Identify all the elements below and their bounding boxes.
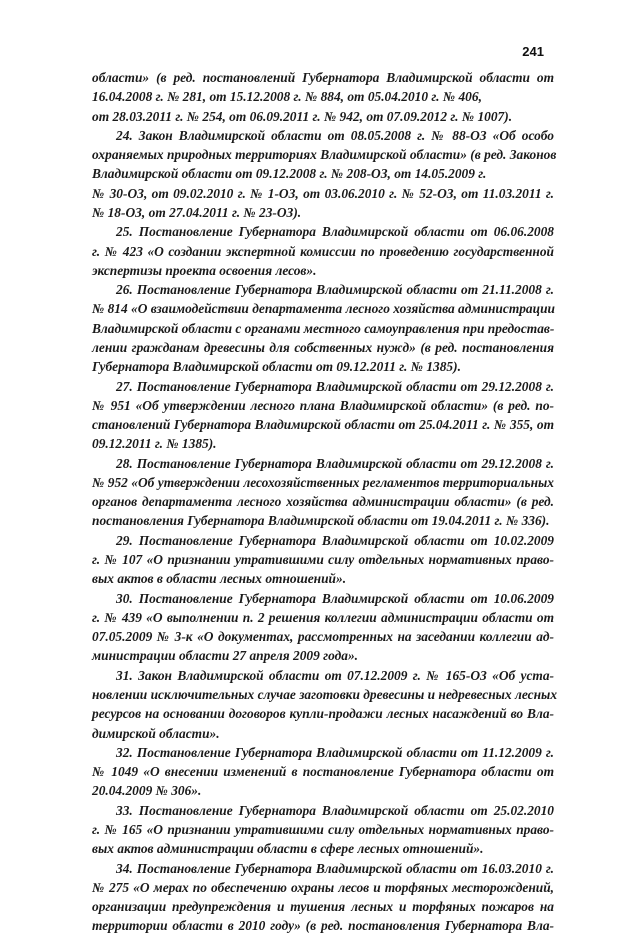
text-line: 09.12.2011 г. № 1385). xyxy=(92,436,217,452)
text-line: Владимирской области с органами местного самоуправления при предостав- xyxy=(92,320,555,336)
text-line: 27. Постановление Губернатора Владимирской области от 29.12.2008 г. xyxy=(116,378,554,394)
text-line: № 814 «О взаимодействии департамента лесного хозяйства администрации xyxy=(92,301,555,317)
text-line: 31. Закон Владимирской области от 07.12.2009 г. № 165-ОЗ «Об уста- xyxy=(116,667,554,683)
text-line: новлении исключительных случае заготовки древесины и недревесных лесных xyxy=(92,687,558,702)
text-line: 24. Закон Владимирской области от 08.05.2008 г. № 88-ОЗ «Об особо xyxy=(116,127,554,143)
page-number: 241 xyxy=(522,44,544,59)
text-line: ресурсов на основании договоров купли-продажи лесных насаждений во Вла- xyxy=(92,706,554,722)
text-line: становлений Губернатора Владимирской области от 25.04.2011 г. № 355, от xyxy=(92,417,554,432)
text-line: 33. Постановление Губернатора Владимирской области от 25.02.2010 xyxy=(116,802,554,818)
text-line: вых актов администрации области в сфере лесных отношений». xyxy=(92,841,484,857)
text-line: димирской области». xyxy=(92,725,220,741)
text-line: постановления Губернатора Владимирской области от 19.04.2011 г. № 336). xyxy=(92,513,550,529)
text-line: охраняемых природных территориях Владимирской области» (в ред. Законов xyxy=(92,147,557,163)
text-line: лении гражданам древесины для собственных нужд» (в ред. постановления xyxy=(92,339,554,355)
text-line: экспертизы проекта освоения лесов». xyxy=(92,262,317,278)
text-line: г. № 439 «О выполнении п. 2 решения коллегии администрации области от xyxy=(92,609,554,625)
text-line: г. № 423 «О создании экспертной комиссии по проведению государственной xyxy=(92,243,554,259)
text-line: 07.05.2009 № 3-к «О документах, рассмотренных на заседании коллегии ад- xyxy=(92,629,554,645)
text-line: министрации области 27 апреля 2009 года». xyxy=(92,648,358,664)
text-line: 29. Постановление Губернатора Владимирской области от 10.02.2009 xyxy=(116,532,554,548)
text-line: организации предупреждения и тушения лесных и торфяных пожаров на xyxy=(92,899,554,914)
text-line: Владимирской области от 09.12.2008 г. № 208-ОЗ, от 14.05.2009 г. xyxy=(92,166,487,182)
text-line: 25. Постановление Губернатора Владимирской области от 06.06.2008 xyxy=(116,224,554,240)
text-line: № 275 «О мерах по обеспечению охраны лесов и торфяных месторождений, xyxy=(92,879,554,895)
text-line: № 30-ОЗ, от 09.02.2010 г. № 1-ОЗ, от 03.06.2010 г. № 52-ОЗ, от 11.03.2011 г. xyxy=(92,185,554,201)
text-line: территории области в 2010 году» (в ред. постановления Губернатора Вла- xyxy=(92,918,554,934)
text-line: № 952 «Об утверждении лесохозяйственных регламентов территориальных xyxy=(92,474,554,490)
text-line: № 951 «Об утверждении лесного плана Владимирской области» (в ред. по- xyxy=(92,397,554,413)
text-line: области» (в ред. постановлений Губернатора Владимирской области от xyxy=(92,70,554,85)
text-line: г. № 107 «О признании утратившими силу отдельных нормативных право- xyxy=(92,552,554,567)
text-line: № 18-ОЗ, от 27.04.2011 г. № 23-ОЗ). xyxy=(92,205,302,220)
text-line: вых актов в области лесных отношений». xyxy=(92,571,347,587)
text-line: 26. Постановление Губернатора Владимирской области от 21.11.2008 г. xyxy=(116,282,554,298)
text-line: Губернатора Владимирской области от 09.12.2011 г. № 1385). xyxy=(92,359,461,375)
text-line: г. № 165 «О признании утратившими силу отдельных нормативных право- xyxy=(92,821,554,837)
text-line: 30. Постановление Губернатора Владимирской области от 10.06.2009 xyxy=(116,590,554,606)
text-line: № 1049 «О внесении изменений в постановление Губернатора области от xyxy=(92,764,554,780)
text-line: 16.04.2008 г. № 281, от 15.12.2008 г. № 884, от 05.04.2010 г. № 406, xyxy=(92,89,482,105)
text-line: 20.04.2009 № 306». xyxy=(92,783,202,799)
text-line: от 28.03.2011 г. № 254, от 06.09.2011 г. № 942, от 07.09.2012 г. № 1007). xyxy=(92,108,513,124)
text-line: 34. Постановление Губернатора Владимирской области от 16.03.2010 г. xyxy=(116,860,554,876)
text-line: 28. Постановление Губернатора Владимирской области от 29.12.2008 г. xyxy=(116,455,554,471)
text-line: 32. Постановление Губернатора Владимирской области от 11.12.2009 г. xyxy=(116,744,554,760)
text-line: органов департамента лесного хозяйства администрации области» (в ред. xyxy=(92,494,554,510)
